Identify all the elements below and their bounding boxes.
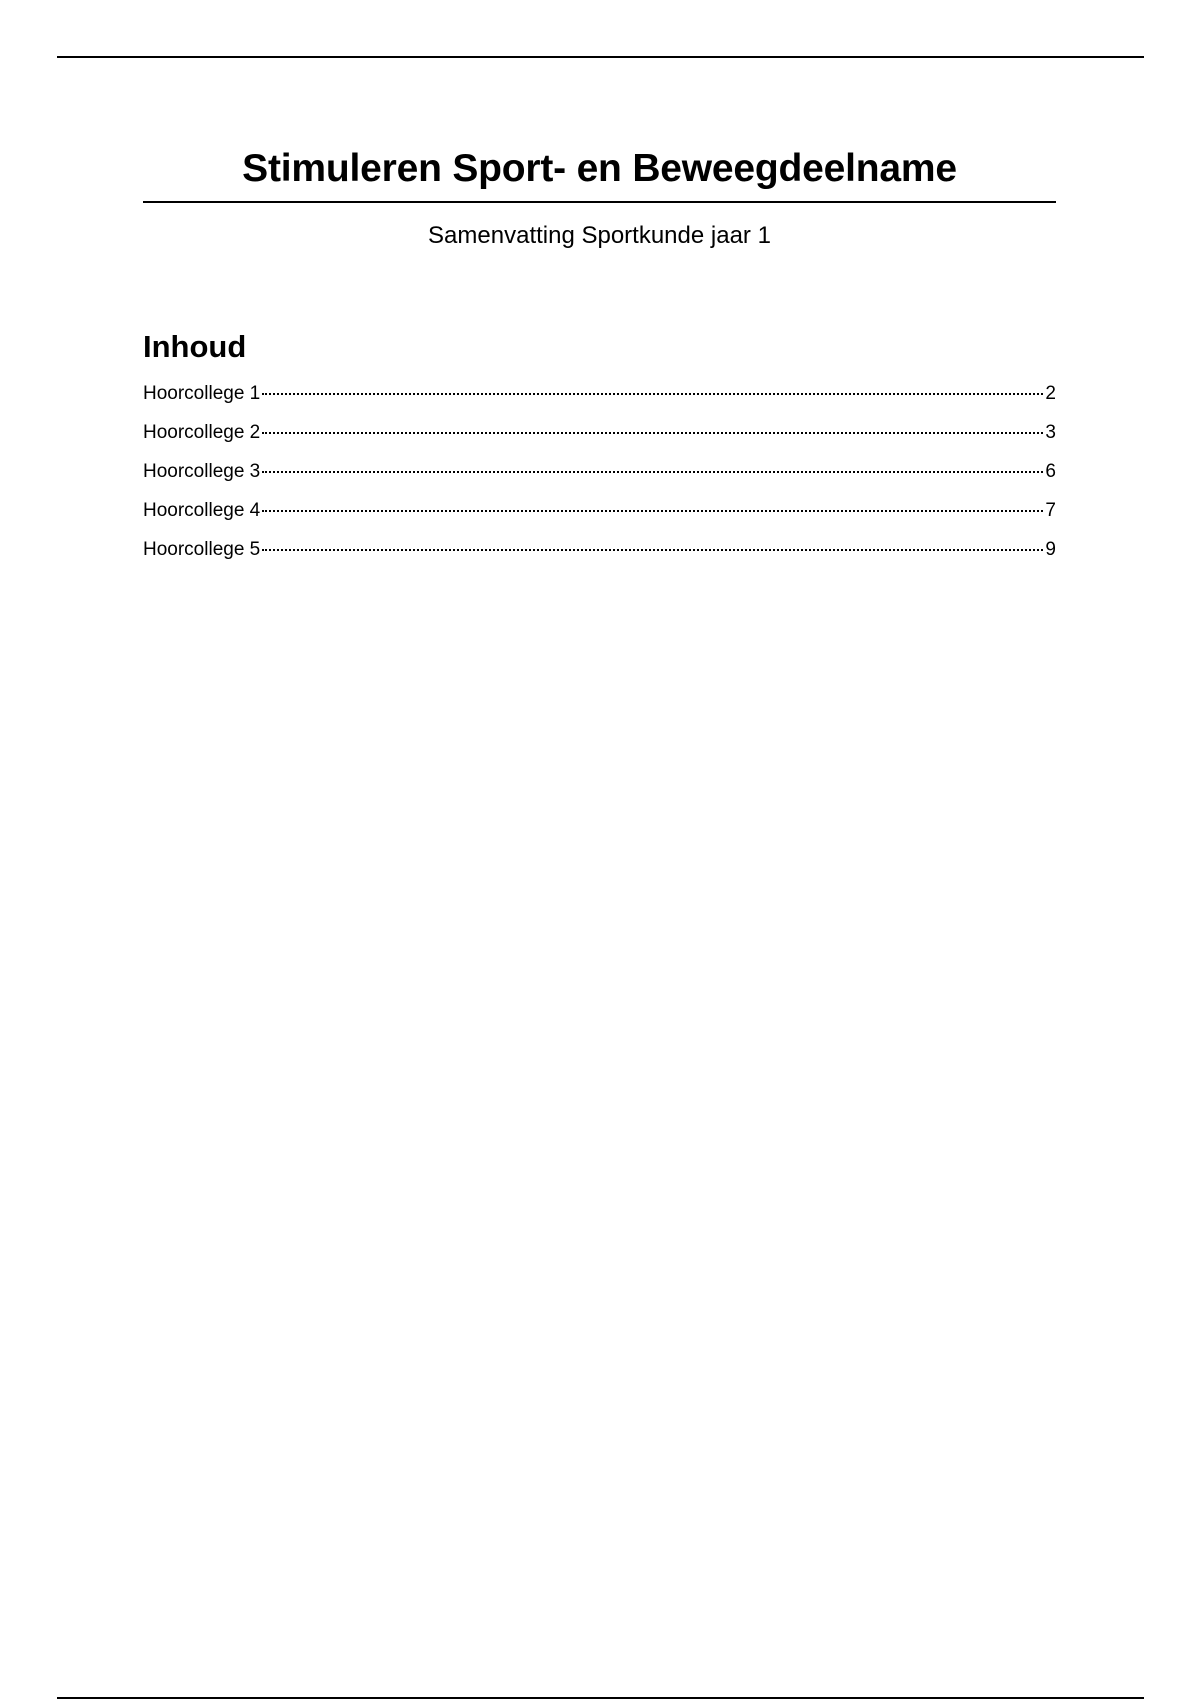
toc-dot-leader (262, 510, 1043, 512)
title-block (143, 140, 1056, 252)
toc-entry[interactable] (143, 420, 1056, 459)
toc-entry-label: Hoorcollege 5 (143, 539, 261, 560)
toc-entry[interactable] (143, 498, 1056, 537)
toc-entry-label: Hoorcollege 4 (143, 500, 261, 521)
toc-dot-leader (262, 549, 1043, 551)
header-rule (57, 56, 1144, 58)
toc-entry-label: Hoorcollege 2 (143, 422, 261, 443)
toc-entry-page: 2 (1045, 383, 1056, 404)
toc-entry-page: 7 (1045, 500, 1056, 521)
toc-entry-label: Hoorcollege 1 (143, 383, 261, 404)
document-subtitle: Samenvatting Sportkunde jaar 1 (428, 222, 771, 249)
toc-heading: Inhoud (143, 329, 247, 364)
toc-dot-leader (262, 432, 1043, 434)
toc-entry-page: 9 (1045, 539, 1056, 560)
toc-entry-page: 6 (1045, 461, 1056, 482)
toc-entry-label: Hoorcollege 3 (143, 461, 261, 482)
toc-list (143, 381, 1056, 576)
toc-entry-page: 3 (1045, 422, 1056, 443)
document-title: Stimuleren Sport- en Beweegdeelname (143, 140, 1056, 203)
table-of-contents (143, 325, 1056, 576)
toc-entry[interactable] (143, 537, 1056, 576)
toc-dot-leader (262, 393, 1043, 395)
toc-dot-leader (262, 471, 1043, 473)
toc-entry[interactable] (143, 459, 1056, 498)
footer-rule (57, 1697, 1144, 1699)
toc-entry[interactable] (143, 381, 1056, 420)
